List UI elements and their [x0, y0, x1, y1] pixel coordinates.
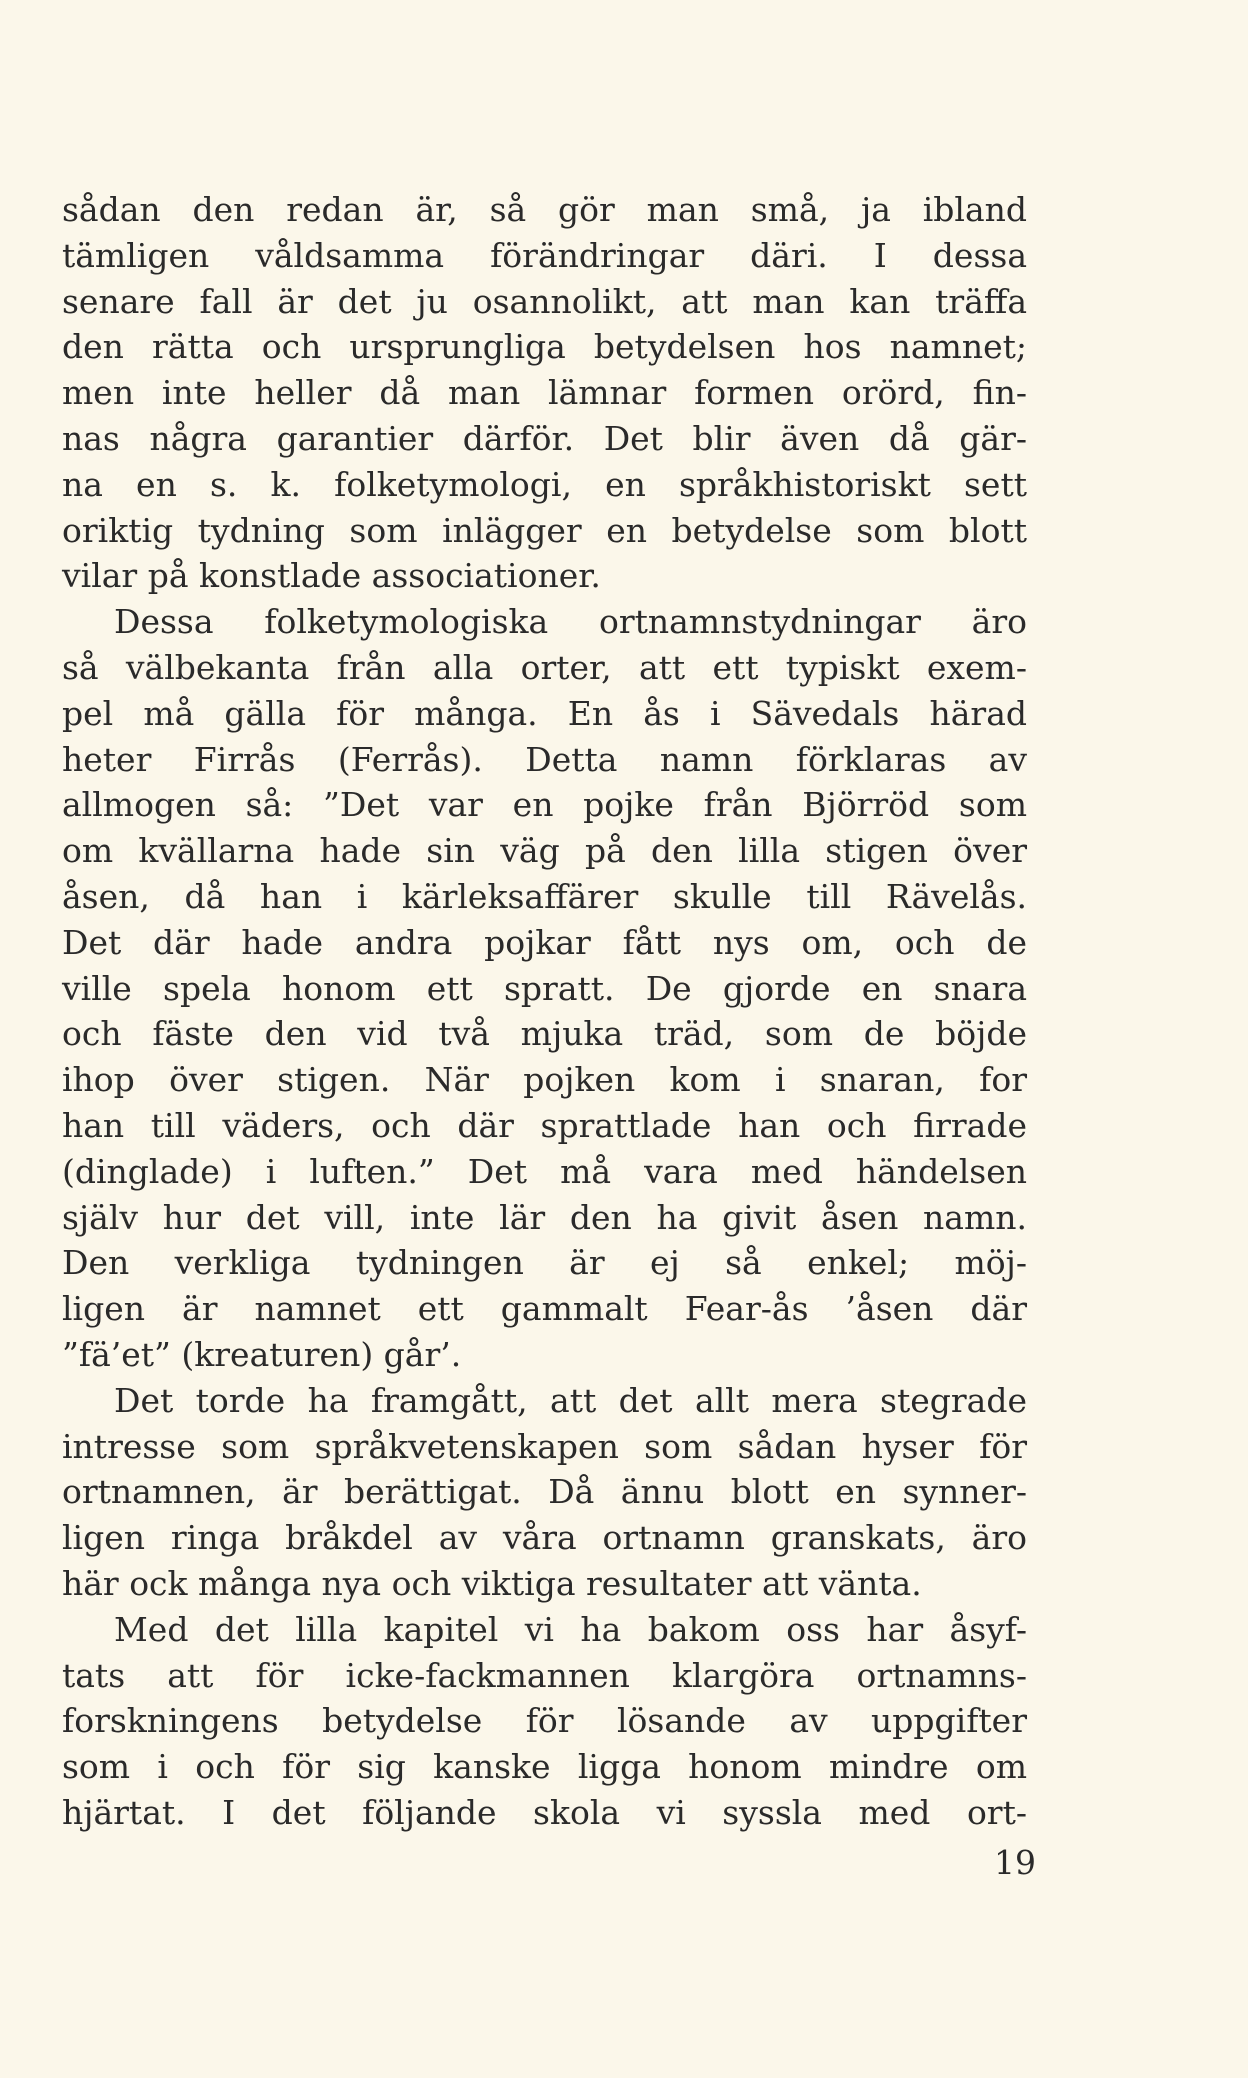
- text-line: sådan den redan är, så gör man små, ja ibland: [62, 190, 1027, 229]
- body-text: [62, 187, 1027, 1836]
- page-number: 19: [994, 1843, 1036, 1882]
- text-line: oriktig tydning som inlägger en betydelse som blott: [62, 510, 1027, 550]
- text-line: senare fall är det ju osannolikt, att man kan träffa: [62, 281, 1027, 321]
- text-line: na en s. k. folketymologi, en språkhistoriskt sett: [62, 464, 1027, 504]
- text-line: åsen, då han i kärleksaffärer skulle till Rävelås.: [62, 876, 1027, 916]
- text-line: ihop över stigen. När pojken kom i snaran, for: [62, 1060, 1027, 1100]
- text-line: ligen är namnet ett gammalt Fear-ås ’åsen där: [62, 1289, 1027, 1329]
- text-line: här ock många nya och viktiga resultater att vänta.: [62, 1563, 922, 1603]
- text-line: han till väders, och där sprattlade han och firrade: [62, 1105, 1027, 1145]
- text-line: heter Firrås (Ferrås). Detta namn förklaras av: [62, 739, 1027, 779]
- text-line: pel må gälla för många. En ås i Sävedals härad: [62, 693, 1027, 733]
- text-line: intresse som språkvetenskapen som sådan hyser för: [62, 1426, 1027, 1466]
- text-line: vilar på konstlade associationer.: [62, 556, 601, 596]
- text-line: forskningens betydelse för lösande av uppgifter: [62, 1701, 1027, 1741]
- text-line: själv hur det vill, inte lär den ha givit åsen namn.: [62, 1197, 1027, 1237]
- text-line: allmogen så: ”Det var en pojke från Björröd som: [62, 785, 1027, 825]
- text-line: som i och för sig kanske ligga honom mindre om: [62, 1747, 1027, 1787]
- text-line: (dinglade) i luften.” Det må vara med händelsen: [62, 1151, 1027, 1191]
- text-line: hjärtat. I det följande skola vi syssla med ort-: [62, 1792, 1027, 1832]
- text-line: men inte heller då man lämnar formen orörd, fin-: [62, 373, 1027, 413]
- text-line: och fäste den vid två mjuka träd, som de böjde: [62, 1014, 1027, 1054]
- text-line: om kvällarna hade sin väg på den lilla stigen över: [62, 831, 1027, 871]
- text-line: Det där hade andra pojkar fått nys om, och de: [62, 922, 1027, 962]
- text-line: ortnamnen, är berättigat. Då ännu blott en synner-: [62, 1472, 1027, 1512]
- text-line: så välbekanta från alla orter, att ett typiskt exem-: [62, 647, 1027, 687]
- text-line: nas några garantier därför. Det blir även då gär-: [62, 418, 1027, 458]
- text-line: ville spela honom ett spratt. De gjorde en snara: [62, 968, 1027, 1008]
- text-line: Med det lilla kapitel vi ha bakom oss har åsyf-: [114, 1609, 1027, 1649]
- text-line: ligen ringa bråkdel av våra ortnamn granskats, äro: [62, 1518, 1027, 1558]
- text-line: den rätta och ursprungliga betydelsen hos namnet;: [62, 327, 1027, 367]
- text-line: tats att för icke-fackmannen klargöra ortnamns-: [62, 1655, 1027, 1695]
- text-line: ”fä’et” (kreaturen) går’.: [62, 1334, 462, 1374]
- text-line: tämligen våldsamma förändringar däri. I dessa: [62, 235, 1027, 275]
- text-line: Dessa folketymologiska ortnamnstydningar äro: [114, 602, 1027, 642]
- text-line: Det torde ha framgått, att det allt mera stegrade: [114, 1380, 1027, 1420]
- text-line: Den verkliga tydningen är ej så enkel; möj-: [62, 1243, 1027, 1283]
